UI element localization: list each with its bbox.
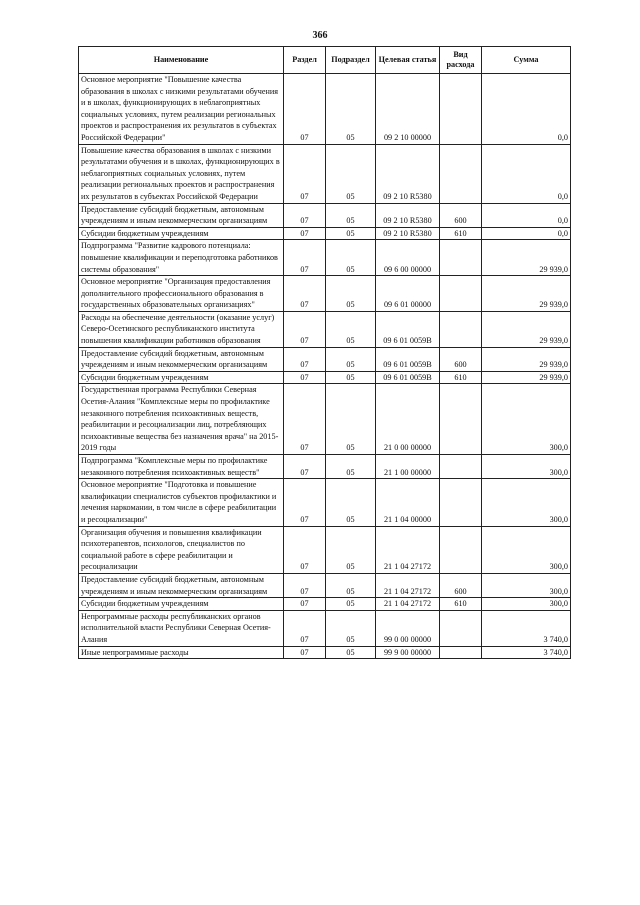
cell-amount: 29 939,0 <box>482 240 571 276</box>
cell-target: 99 9 00 00000 <box>376 646 440 659</box>
cell-expense-type <box>440 144 482 203</box>
cell-subsection: 05 <box>326 455 376 479</box>
cell-section: 07 <box>284 227 326 240</box>
cell-target: 09 2 10 R5380 <box>376 203 440 227</box>
table-row <box>79 598 571 611</box>
cell-subsection: 05 <box>326 526 376 573</box>
table-row <box>79 479 571 526</box>
cell-section: 07 <box>284 371 326 384</box>
cell-section: 07 <box>284 479 326 526</box>
table-row <box>79 227 571 240</box>
cell-name: Непрограммные расходы республиканских органов исполнительной власти Республики Северная Осетия-Алания <box>79 610 284 646</box>
header-subsection: Подраздел <box>326 47 376 74</box>
table-row <box>79 347 571 371</box>
cell-section: 07 <box>284 598 326 611</box>
cell-section: 07 <box>284 74 326 145</box>
cell-amount: 29 939,0 <box>482 371 571 384</box>
cell-amount: 3 740,0 <box>482 646 571 659</box>
cell-expense-type: 600 <box>440 573 482 597</box>
cell-name: Основное мероприятие "Организация предоставления дополнительного профессионального образования в государственных образовательных организациях" <box>79 276 284 312</box>
cell-section: 07 <box>284 203 326 227</box>
cell-section: 07 <box>284 240 326 276</box>
cell-amount: 29 939,0 <box>482 311 571 347</box>
cell-target: 09 6 01 0059В <box>376 347 440 371</box>
header-section: Раздел <box>284 47 326 74</box>
table-row <box>79 610 571 646</box>
cell-section: 07 <box>284 646 326 659</box>
cell-expense-type <box>440 479 482 526</box>
cell-subsection: 05 <box>326 347 376 371</box>
cell-expense-type <box>440 610 482 646</box>
cell-expense-type <box>440 276 482 312</box>
cell-name: Основное мероприятие "Подготовка и повышение квалификации специалистов субъектов профилактики и лечения наркомании, в том числе в сфере реабилитации и ресоциализации" <box>79 479 284 526</box>
cell-target: 21 0 00 00000 <box>376 384 440 455</box>
page-number: 366 <box>312 30 328 41</box>
cell-expense-type: 600 <box>440 203 482 227</box>
cell-section: 07 <box>284 573 326 597</box>
table-header-row <box>79 47 571 74</box>
cell-subsection: 05 <box>326 371 376 384</box>
header-name: Наименование <box>79 47 284 74</box>
cell-subsection: 05 <box>326 610 376 646</box>
cell-name: Повышение качества образования в школах с низкими результатами обучения и в школах, функционирующих в неблагоприятных социальных условиях, путем реализации региональных проектов и распространения их результатов в субъектах Российской Федерации <box>79 144 284 203</box>
cell-section: 07 <box>284 384 326 455</box>
table-row <box>79 573 571 597</box>
cell-name: Субсидии бюджетным учреждениям <box>79 371 284 384</box>
cell-section: 07 <box>284 144 326 203</box>
table-row <box>79 240 571 276</box>
cell-name: Основное мероприятие "Повышение качества образования в школах с низкими результатами обучения и в школах, функционирующих в неблагоприятных социальных условиях, путем реализации региональных проектов и распространения их результатов в субъектах Российской Федерации" <box>79 74 284 145</box>
cell-subsection: 05 <box>326 227 376 240</box>
cell-target: 21 1 04 27172 <box>376 573 440 597</box>
cell-name: Расходы на обеспечение деятельности (оказание услуг) Северо-Осетинского республиканского института повышения квалификации работников образования <box>79 311 284 347</box>
table-row <box>79 203 571 227</box>
cell-subsection: 05 <box>326 240 376 276</box>
cell-subsection: 05 <box>326 74 376 145</box>
cell-expense-type <box>440 311 482 347</box>
table-row <box>79 526 571 573</box>
cell-amount: 29 939,0 <box>482 276 571 312</box>
cell-expense-type: 600 <box>440 347 482 371</box>
cell-expense-type: 610 <box>440 371 482 384</box>
cell-name: Предоставление субсидий бюджетным, автономным учреждениям и иным некоммерческим организациям <box>79 203 284 227</box>
cell-amount: 300,0 <box>482 455 571 479</box>
budget-table <box>78 46 571 659</box>
cell-amount: 300,0 <box>482 598 571 611</box>
cell-section: 07 <box>284 347 326 371</box>
cell-amount: 300,0 <box>482 573 571 597</box>
table-row <box>79 276 571 312</box>
cell-target: 21 1 04 27172 <box>376 526 440 573</box>
table-row <box>79 144 571 203</box>
table-row <box>79 74 571 145</box>
cell-name: Государственная программа Республики Северная Осетия-Алания "Комплексные меры по профилактике незаконного потребления психоактивных веществ, реабилитации и ресоциализации лиц, потребляющих психоактивные вещества без назначения врача" на 2015-2019 годы <box>79 384 284 455</box>
cell-expense-type <box>440 526 482 573</box>
cell-target: 21 1 04 00000 <box>376 479 440 526</box>
cell-expense-type <box>440 455 482 479</box>
cell-target: 09 2 10 00000 <box>376 74 440 145</box>
cell-amount: 300,0 <box>482 384 571 455</box>
cell-target: 99 0 00 00000 <box>376 610 440 646</box>
cell-amount: 3 740,0 <box>482 610 571 646</box>
cell-amount: 0,0 <box>482 74 571 145</box>
cell-expense-type <box>440 384 482 455</box>
cell-amount: 0,0 <box>482 227 571 240</box>
cell-target: 21 1 04 27172 <box>376 598 440 611</box>
cell-amount: 300,0 <box>482 479 571 526</box>
cell-expense-type <box>440 646 482 659</box>
cell-subsection: 05 <box>326 598 376 611</box>
header-amount: Сумма <box>482 47 571 74</box>
cell-subsection: 05 <box>326 479 376 526</box>
cell-subsection: 05 <box>326 276 376 312</box>
cell-subsection: 05 <box>326 203 376 227</box>
cell-name: Иные непрограммные расходы <box>79 646 284 659</box>
table-row <box>79 371 571 384</box>
cell-subsection: 05 <box>326 311 376 347</box>
cell-expense-type <box>440 74 482 145</box>
cell-target: 09 6 01 00000 <box>376 276 440 312</box>
cell-target: 09 6 01 0059В <box>376 311 440 347</box>
cell-section: 07 <box>284 311 326 347</box>
cell-target: 09 2 10 R5380 <box>376 144 440 203</box>
cell-subsection: 05 <box>326 573 376 597</box>
cell-name: Предоставление субсидий бюджетным, автономным учреждениям и иным некоммерческим организациям <box>79 573 284 597</box>
cell-name: Подпрограмма "Развитие кадрового потенциала: повышение квалификации и переподготовка работников системы образования" <box>79 240 284 276</box>
header-target: Целевая статья <box>376 47 440 74</box>
cell-subsection: 05 <box>326 646 376 659</box>
cell-name: Предоставление субсидий бюджетным, автономным учреждениям и иным некоммерческим организациям <box>79 347 284 371</box>
cell-name: Организация обучения и повышения квалификации психотерапевтов, психологов, специалистов по социальной работе в сфере реабилитации и ресоциализации <box>79 526 284 573</box>
cell-section: 07 <box>284 455 326 479</box>
cell-name: Подпрограмма "Комплексные меры по профилактике незаконного потребления психоактивных веществ" <box>79 455 284 479</box>
cell-section: 07 <box>284 610 326 646</box>
cell-section: 07 <box>284 276 326 312</box>
header-expense-type: Вид расхода <box>440 47 482 74</box>
cell-subsection: 05 <box>326 384 376 455</box>
cell-amount: 300,0 <box>482 526 571 573</box>
cell-section: 07 <box>284 526 326 573</box>
cell-expense-type <box>440 240 482 276</box>
table-row <box>79 455 571 479</box>
table-row <box>79 311 571 347</box>
table-row <box>79 646 571 659</box>
cell-amount: 0,0 <box>482 144 571 203</box>
cell-target: 09 6 00 00000 <box>376 240 440 276</box>
cell-target: 09 6 01 0059В <box>376 371 440 384</box>
cell-amount: 29 939,0 <box>482 347 571 371</box>
cell-amount: 0,0 <box>482 203 571 227</box>
cell-target: 09 2 10 R5380 <box>376 227 440 240</box>
cell-name: Субсидии бюджетным учреждениям <box>79 227 284 240</box>
cell-expense-type: 610 <box>440 598 482 611</box>
cell-subsection: 05 <box>326 144 376 203</box>
table-row <box>79 384 571 455</box>
cell-name: Субсидии бюджетным учреждениям <box>79 598 284 611</box>
cell-target: 21 1 00 00000 <box>376 455 440 479</box>
cell-expense-type: 610 <box>440 227 482 240</box>
